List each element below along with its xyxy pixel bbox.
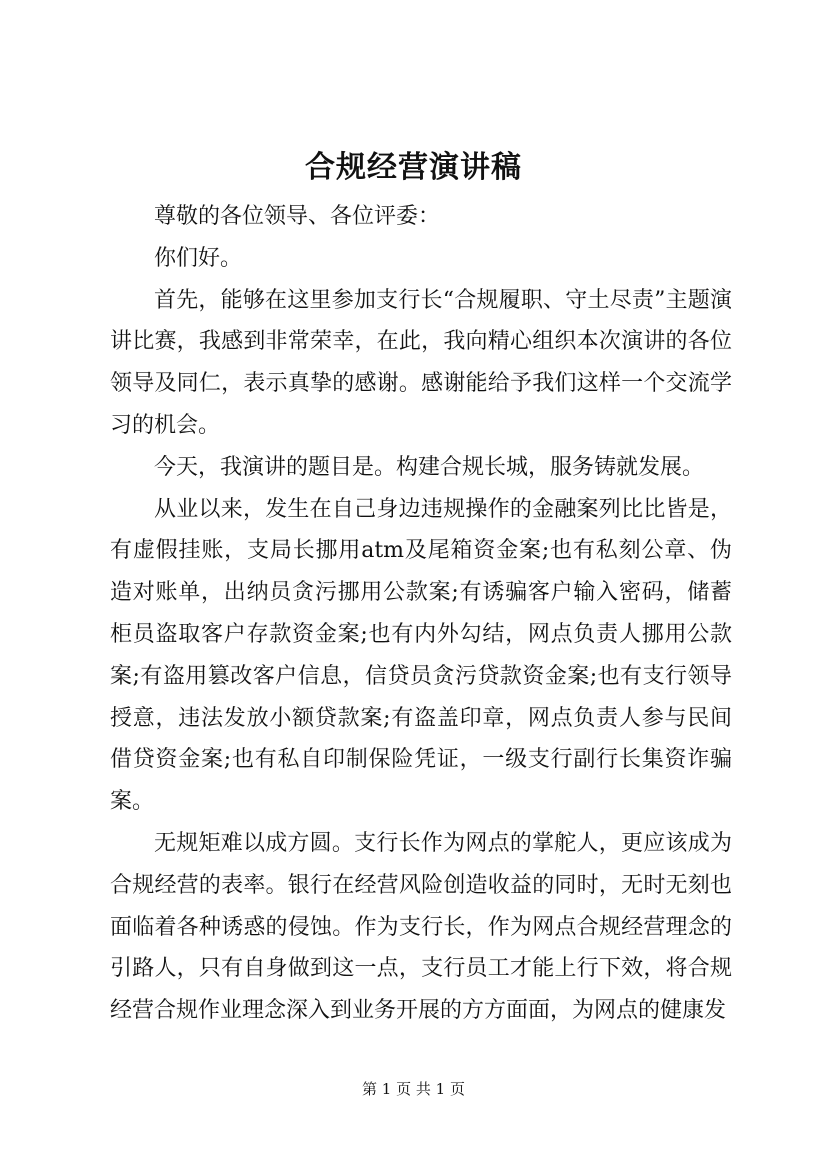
salutation-line: 尊敬的各位领导、各位评委： bbox=[154, 204, 441, 229]
page-footer: 第 1 页 共 1 页 bbox=[362, 1080, 465, 1098]
paragraph-role: 无规矩难以成方圆。支行长作为网点的掌舵人，更应该成为合规经营的表率。银行在经营风险创造收益的同时，无时无刻也面临着各种诱惑的侵蚀。作为支行长，作为网点合规经营理念的引路人，只有自身做到这一点，支行员工才能上行下效，将合规经营合规作业理念深入到业务开展的方方面面，为网点的健康发 bbox=[110, 830, 732, 1024]
document-body bbox=[110, 196, 732, 1032]
paragraph-topic: 今天，我演讲的题目是。构建合规长城，服务铸就发展。 bbox=[154, 454, 705, 480]
document-title: 合规经营演讲稿 bbox=[305, 150, 522, 185]
paragraph-cases: 从业以来，发生在自己身边违规操作的金融案列比比皆是，有虚假挂账，支局长挪用atm及尾箱资金案;也有私刻公章、伪造对账单，出纳员贪污挪用公款案;有诱骗客户输入密码，储蓄柜员盗取客户存款资金案;也有内外勾结，网点负责人挪用公款案;有盗用篡改客户信息，信贷员贪污贷款资金案;也有支行领导授意，违法发放小额贷款案;有盗盖印章，网点负责人参与民间借贷资金案;也有私自印制保险凭证，一级支行副行长集资诈骗案。 bbox=[110, 496, 732, 815]
paragraph-opening: 首先，能够在这里参加支行长“合规履职、守土尽责”主题演讲比赛，我感到非常荣幸，在此，我向精心组织本次演讲的各位领导及同仁，表示真挚的感谢。感谢能给予我们这样一个交流学习的机会。 bbox=[110, 287, 732, 438]
greeting-line: 你们好。 bbox=[154, 245, 243, 271]
